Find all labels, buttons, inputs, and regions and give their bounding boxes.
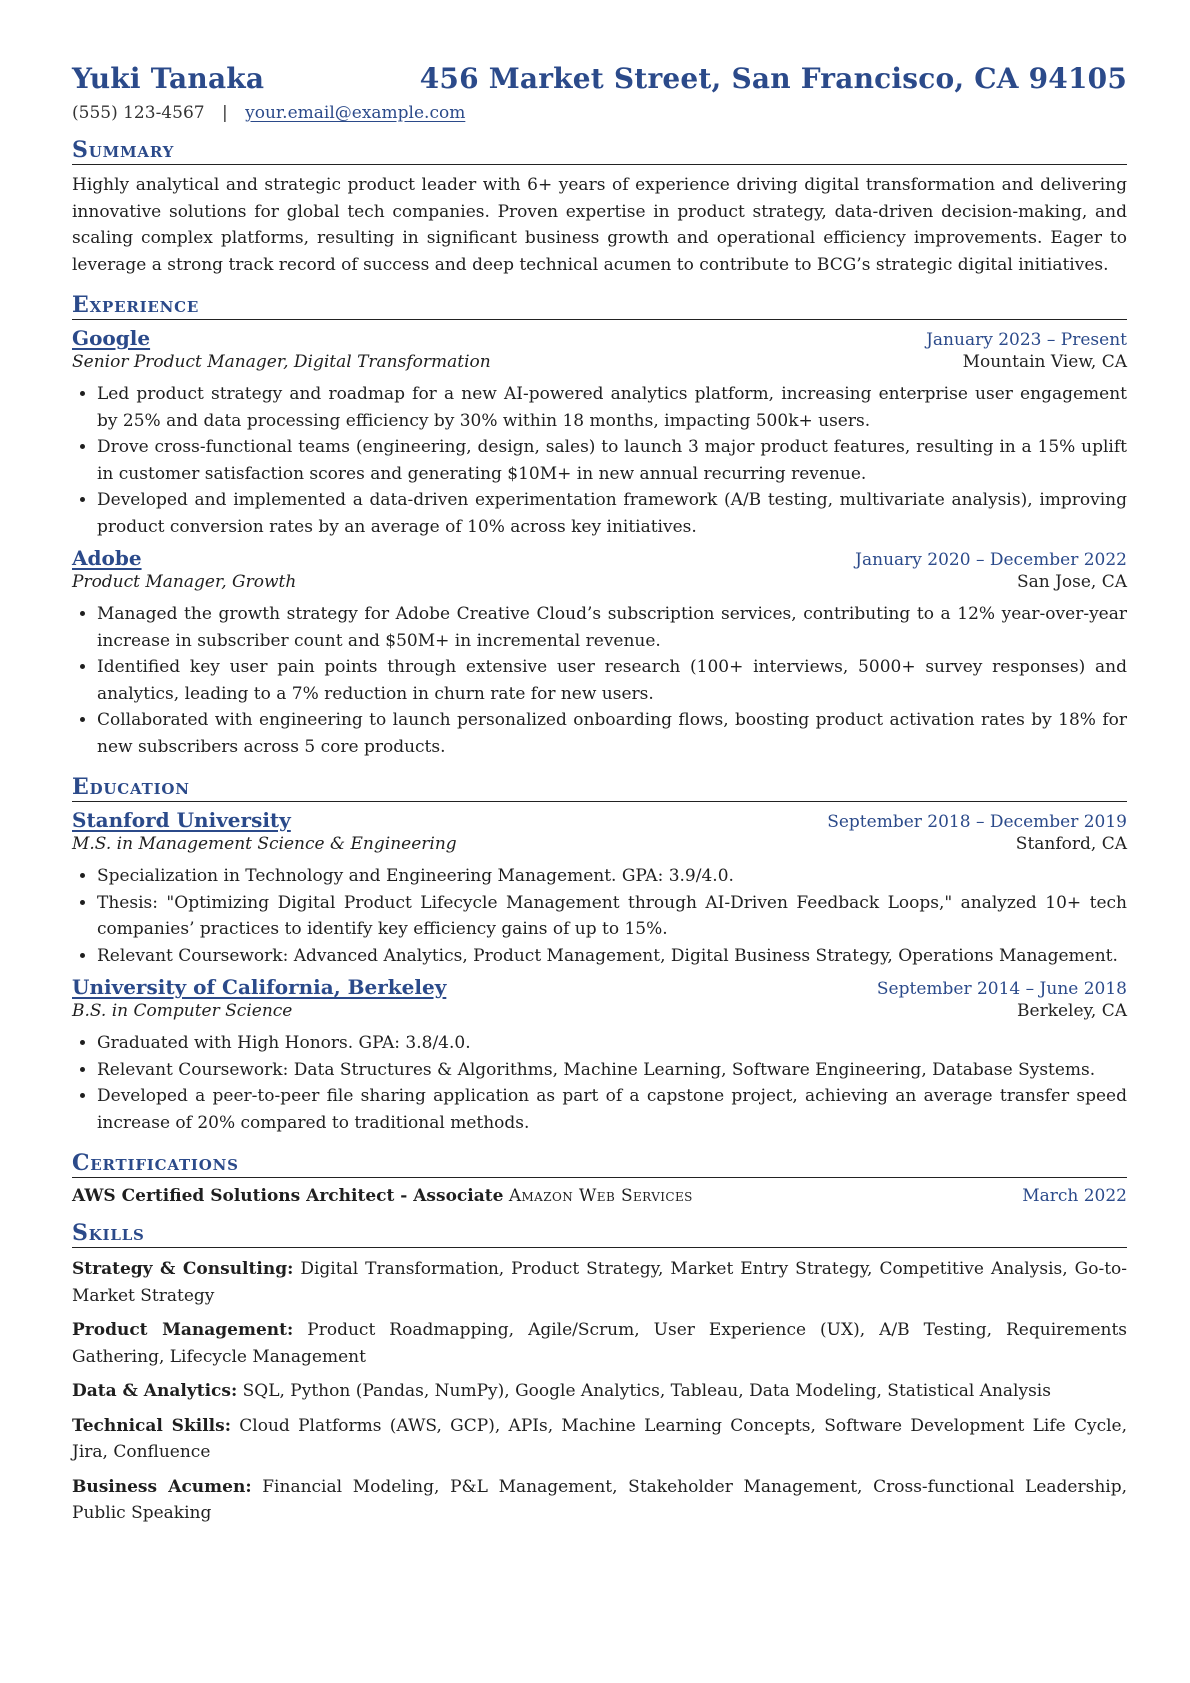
degree: B.S. in Computer Science xyxy=(72,1001,293,1021)
entry-location: Mountain View, CA xyxy=(962,352,1127,372)
summary-text: Highly analytical and strategic product leader with 6+ years of experience driving digital transformation and delivering innovative solutions for global tech companies. Proven expertise in product strategy, data-driven decision-making, and scaling complex platforms, resulting in significant business growth and operational efficiency improvements. Eager to leverage a strong track record of success and deep technical acumen to contribute to BCG’s strategic digital initiatives. xyxy=(72,175,1127,275)
job-title: Senior Product Manager, Digital Transformation xyxy=(72,352,491,372)
job-title: Product Manager, Growth xyxy=(72,572,297,592)
skill-list: Product Roadmapping, Agile/Scrum, User Experience (UX), A/B Testing, Requirements Gathering, Lifecycle Management xyxy=(72,1320,1128,1367)
degree: M.S. in Management Science & Engineering xyxy=(72,834,457,854)
bullet-item: • Graduated with High Honors. GPA: 3.8/4.0. xyxy=(97,1030,1127,1057)
skill-category: Technical Skills: xyxy=(72,1415,231,1436)
skill-category: Product Management: xyxy=(72,1320,294,1340)
bullet-list xyxy=(72,601,1127,760)
skill-category: Business Acumen: xyxy=(72,1476,252,1497)
entry-dates: January 2020 – December 2022 xyxy=(855,550,1127,570)
bullet-item: • Relevant Coursework: Advanced Analytics, Product Management, Digital Business Strategy, Operations Management. xyxy=(97,943,1127,970)
section-title-education: Education xyxy=(72,774,1127,802)
experience-entry xyxy=(72,546,1127,760)
entry-dates: September 2014 – June 2018 xyxy=(876,979,1127,999)
bullet-list xyxy=(72,1030,1127,1136)
skill-category: Data & Analytics: xyxy=(72,1381,238,1401)
email-link[interactable]: your.email@example.com xyxy=(245,103,466,123)
entry-dates: January 2023 – Present xyxy=(926,330,1127,350)
school-link[interactable]: Stanford University xyxy=(72,808,291,832)
section-title-summary: Summary xyxy=(72,137,1127,165)
skill-line xyxy=(72,1413,1127,1466)
education-entry xyxy=(72,808,1127,969)
bullet-item: • Collaborated with engineering to launch personalized onboarding flows, boosting product activation rates by 18% for new subscribers across 5 core products. xyxy=(97,707,1127,760)
entry-location: Stanford, CA xyxy=(1015,834,1127,854)
certification-date: March 2022 xyxy=(1022,1186,1127,1206)
skill-line xyxy=(72,1256,1127,1309)
entry-location: San Jose, CA xyxy=(1016,572,1127,592)
experience-entry xyxy=(72,326,1127,540)
skill-line xyxy=(72,1474,1127,1527)
bullet-item: • Managed the growth strategy for Adobe Creative Cloud’s subscription services, contributing to a 12% year-over-year increase in subscriber count and $50M+ in incremental revenue. xyxy=(97,601,1127,654)
bullet-item: • Relevant Coursework: Data Structures & Algorithms, Machine Learning, Software Engineering, Database Systems. xyxy=(97,1057,1127,1084)
bullet-item: • Thesis: "Optimizing Digital Product Lifecycle Management through AI-Driven Feedback Loops," analyzed 10+ tech companies’ practices to identify key efficiency gains of up to 15%. xyxy=(97,890,1127,943)
bullet-item: • Drove cross-functional teams (engineering, design, sales) to launch 3 major product features, resulting in a 15% uplift in customer satisfaction scores and generating $10M+ in new annual recurring revenue. xyxy=(97,434,1127,487)
section-title-experience: Experience xyxy=(72,292,1127,320)
bullet-item: • Led product strategy and roadmap for a new AI-powered analytics platform, increasing enterprise user engagement by 25% and data processing efficiency by 30% within 18 months, impacting 500k+ users. xyxy=(97,381,1127,434)
skill-category: Strategy & Consulting: xyxy=(72,1259,294,1279)
skill-line xyxy=(72,1378,1127,1405)
certification-issuer: Amazon Web Services xyxy=(508,1186,693,1206)
school-link[interactable]: University of California, Berkeley xyxy=(72,975,447,999)
bullet-item: • Specialization in Technology and Engineering Management. GPA: 3.9/4.0. xyxy=(97,863,1127,890)
skill-list: Cloud Platforms (AWS, GCP), APIs, Machine Learning Concepts, Software Development Life Cycle, Jira, Confluence xyxy=(72,1415,1127,1462)
education-entry xyxy=(72,975,1127,1136)
phone-number: (555) 123-4567 xyxy=(72,103,205,123)
resume-header xyxy=(72,62,1127,95)
contact-line xyxy=(72,103,1127,123)
candidate-address: 456 Market Street, San Francisco, CA 94105 xyxy=(419,62,1127,95)
entry-location: Berkeley, CA xyxy=(1017,1001,1127,1021)
company-link[interactable]: Google xyxy=(72,326,151,350)
certification-name: AWS Certified Solutions Architect - Associate xyxy=(72,1186,504,1206)
entry-dates: September 2018 – December 2019 xyxy=(827,812,1127,832)
contact-separator: | xyxy=(221,103,228,123)
certification-item xyxy=(72,1186,1127,1206)
section-title-skills: Skills xyxy=(72,1220,1127,1248)
skill-list: Digital Transformation, Product Strategy, Market Entry Strategy, Competitive Analysis, Go-to-Market Strategy xyxy=(72,1259,1128,1306)
candidate-name: Yuki Tanaka xyxy=(72,62,265,95)
skill-list: Financial Modeling, P&L Management, Stakeholder Management, Cross-functional Leadership, Public Speaking xyxy=(72,1476,1128,1523)
bullet-item: • Developed a peer-to-peer file sharing application as part of a capstone project, achieving an average transfer speed increase of 20% compared to traditional methods. xyxy=(97,1083,1127,1136)
bullet-list xyxy=(72,381,1127,540)
skill-list: SQL, Python (Pandas, NumPy), Google Analytics, Tableau, Data Modeling, Statistical Analysis xyxy=(242,1381,1051,1401)
skill-line xyxy=(72,1317,1127,1370)
section-title-certifications: Certifications xyxy=(72,1150,1127,1178)
bullet-item: • Developed and implemented a data-driven experimentation framework (A/B testing, multivariate analysis), improving product conversion rates by an average of 10% across key initiatives. xyxy=(97,487,1127,540)
bullet-item: • Identified key user pain points through extensive user research (100+ interviews, 5000+ survey responses) and analytics, leading to a 7% reduction in churn rate for new users. xyxy=(97,654,1127,707)
bullet-list xyxy=(72,863,1127,969)
company-link[interactable]: Adobe xyxy=(72,546,142,570)
